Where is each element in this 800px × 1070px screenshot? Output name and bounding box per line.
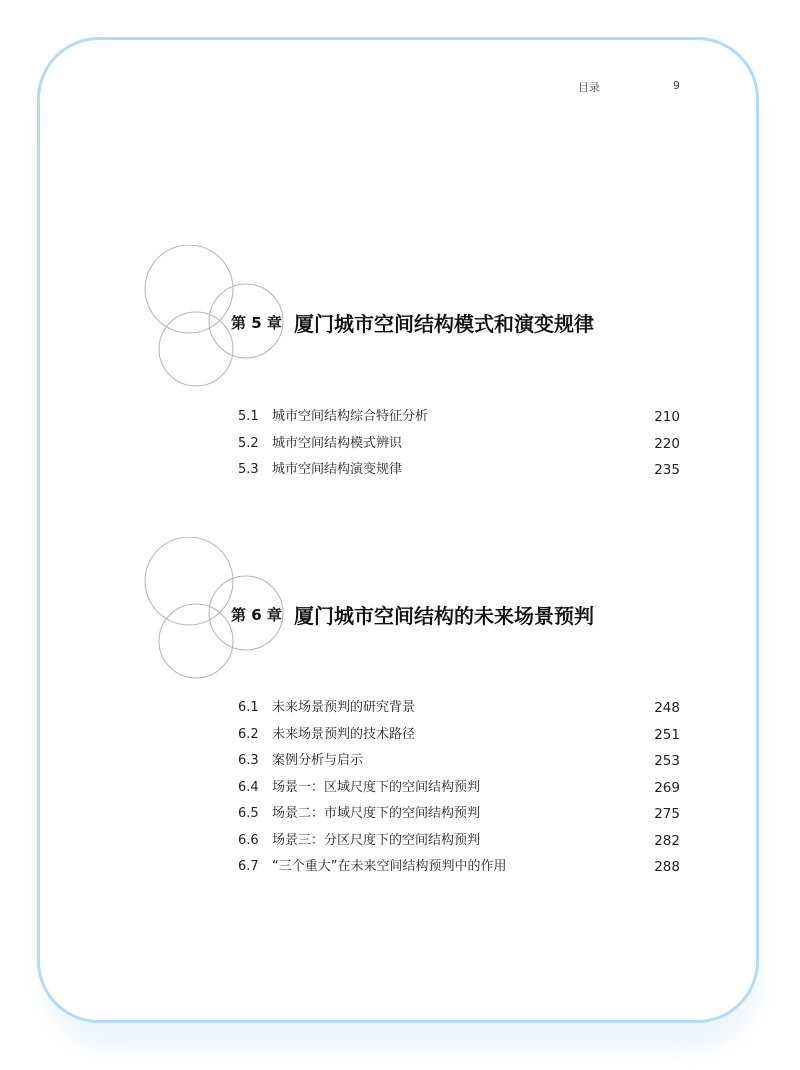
toc-entry[interactable]: [238, 722, 680, 749]
chapter-6-section-list: [238, 695, 680, 881]
section-number: 6.7: [238, 859, 259, 874]
toc-entry[interactable]: [238, 854, 680, 881]
section-title: 案例分析与启示: [272, 753, 364, 768]
section-page: 251: [654, 726, 680, 743]
section-page: 220: [654, 435, 680, 452]
toc-entry[interactable]: [238, 801, 680, 828]
chapter-title: 厦门城市空间结构的未来场景预判: [294, 604, 594, 628]
section-page: 235: [654, 462, 680, 478]
toc-entry[interactable]: [238, 695, 680, 722]
section-page: 269: [654, 779, 680, 796]
section-title: 城市空间结构模式辨识: [272, 435, 403, 451]
section-page: 210: [654, 409, 680, 425]
toc-entry[interactable]: [238, 431, 680, 458]
section-number: 6.2: [238, 726, 259, 742]
running-head-page-number: 9: [673, 79, 680, 92]
chapter-title: 厦门城市空间结构模式和演变规律: [294, 312, 594, 336]
section-number: 6.3: [238, 753, 259, 768]
section-page: 275: [654, 806, 680, 822]
chapter-5-section-list: [238, 404, 680, 484]
chapter-number: 第 6 章: [231, 606, 282, 624]
section-title: 未来场景预判的研究背景: [272, 700, 416, 715]
toc-entry[interactable]: [238, 775, 680, 802]
running-head-label: 目录: [578, 81, 600, 94]
toc-entry[interactable]: [238, 828, 680, 855]
toc-entry[interactable]: [238, 404, 680, 431]
section-page: 288: [654, 859, 680, 875]
section-page: 253: [654, 753, 680, 769]
section-number: 5.1: [238, 409, 259, 424]
section-title: 未来场景预判的技术路径: [272, 726, 416, 742]
section-title: “三个重大”在未来空间结构预判中的作用: [272, 859, 507, 874]
section-title: 城市空间结构综合特征分析: [272, 409, 429, 424]
section-number: 6.5: [238, 806, 259, 821]
section-page: 248: [654, 700, 680, 716]
section-page: 282: [654, 832, 680, 849]
section-number: 5.3: [238, 462, 259, 477]
section-title: 场景三：分区尺度下的空间结构预判: [272, 832, 481, 848]
section-title: 城市空间结构演变规律: [272, 462, 403, 477]
section-number: 5.2: [238, 435, 259, 451]
section-number: 6.4: [238, 779, 259, 795]
section-title: 场景一：区域尺度下的空间结构预判: [272, 779, 481, 795]
toc-entry[interactable]: [238, 457, 680, 484]
toc-entry[interactable]: [238, 748, 680, 775]
section-number: 6.1: [238, 700, 259, 715]
section-number: 6.6: [238, 832, 259, 848]
section-title: 场景二：市域尺度下的空间结构预判: [272, 806, 481, 821]
chapter-number: 第 5 章: [231, 314, 282, 332]
